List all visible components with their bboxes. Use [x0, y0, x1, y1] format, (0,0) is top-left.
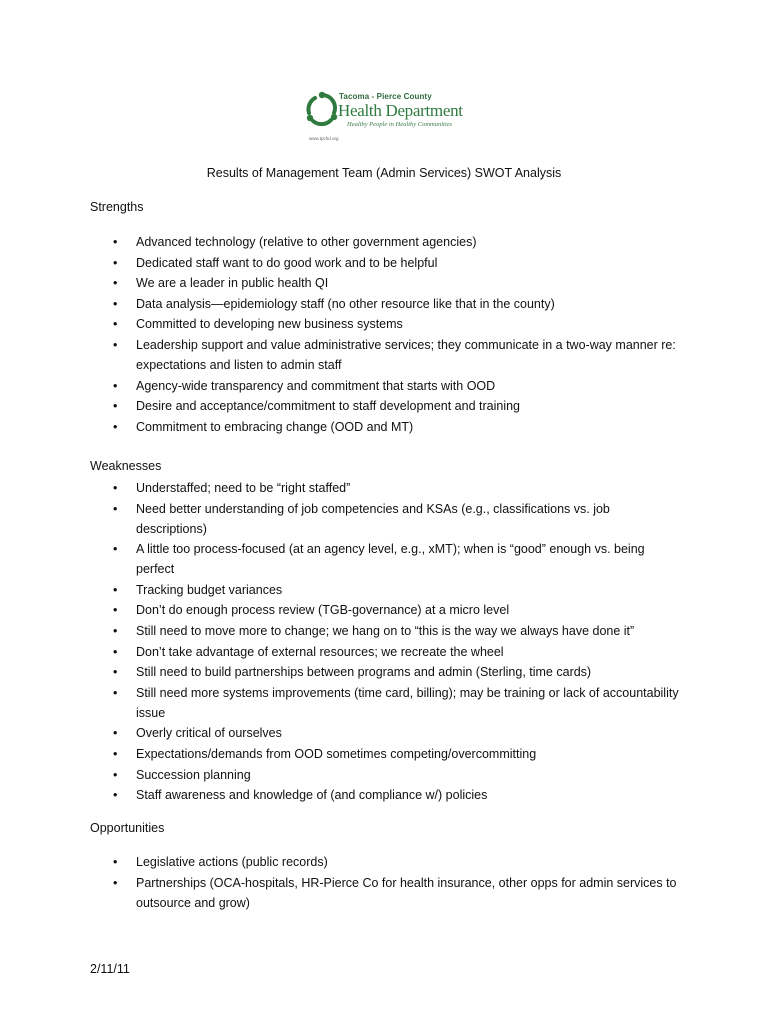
list-item: • Partnerships (OCA-hospitals, HR-Pierce Co for health insurance, other opps for admin services to outsource and grow)	[0, 873, 681, 913]
list-item: • Commitment to embracing change (OOD and MT)	[0, 417, 681, 437]
logo-name: Health Department	[338, 101, 463, 120]
list-item: • Desire and acceptance/commitment to staff development and training	[0, 396, 681, 416]
footer-date: 2/11/11	[90, 962, 130, 976]
list-item: • Advanced technology (relative to other government agencies)	[0, 232, 681, 252]
list-item: • Expectations/demands from OOD sometimes competing/overcommitting	[0, 744, 681, 764]
document-title: Results of Management Team (Admin Services) SWOT Analysis	[206, 166, 562, 180]
opportunities-list	[0, 852, 768, 913]
strengths-list	[0, 232, 768, 437]
list-item: • Data analysis—epidemiology staff (no other resource like that in the county)	[0, 294, 681, 314]
logo-top-text: Tacoma - Pierce County	[339, 92, 432, 101]
list-item: • Still need to move more to change; we hang on to “this is the way we always have done it”	[0, 621, 681, 641]
logo-url: www.tpchd.org	[309, 136, 339, 141]
list-item: • Legislative actions (public records)	[0, 852, 681, 872]
list-item: • Leadership support and value administrative services; they communicate in a two-way manner re: expectations and listen to admin staff	[0, 335, 681, 375]
list-item: • Committed to developing new business systems	[0, 314, 681, 334]
list-item: • Overly critical of ourselves	[0, 723, 681, 743]
list-item: • Dedicated staff want to do good work and to be helpful	[0, 253, 681, 273]
weaknesses-list	[0, 478, 768, 806]
list-item: • Tracking budget variances	[0, 580, 681, 600]
list-item: • Staff awareness and knowledge of (and compliance w/) policies	[0, 785, 681, 805]
list-item: • Succession planning	[0, 765, 681, 785]
health-department-logo	[305, 88, 475, 144]
list-item: • Understaffed; need to be “right staffed”	[0, 478, 681, 498]
list-item: • A little too process-focused (at an agency level, e.g., xMT); when is “good” enough vs. being perfect	[0, 539, 681, 579]
opportunities-heading: Opportunities	[90, 821, 165, 835]
list-item: • Still need to build partnerships between programs and admin (Sterling, time cards)	[0, 662, 681, 682]
list-item: • We are a leader in public health QI	[0, 273, 681, 293]
list-item: • Need better understanding of job competencies and KSAs (e.g., classifications vs. job descriptions)	[0, 499, 681, 539]
logo-tagline: Healthy People in Healthy Communities	[347, 121, 453, 128]
list-item: • Don’t do enough process review (TGB-governance) at a micro level	[0, 600, 681, 620]
strengths-heading: Strengths	[90, 200, 144, 214]
weaknesses-heading: Weaknesses	[90, 459, 162, 473]
logo-emblem-icon	[305, 91, 339, 131]
list-item: • Still need more systems improvements (time card, billing); may be training or lack of accountability issue	[0, 683, 681, 723]
list-item: • Agency-wide transparency and commitment that starts with OOD	[0, 376, 681, 396]
list-item: • Don’t take advantage of external resources; we recreate the wheel	[0, 642, 681, 662]
